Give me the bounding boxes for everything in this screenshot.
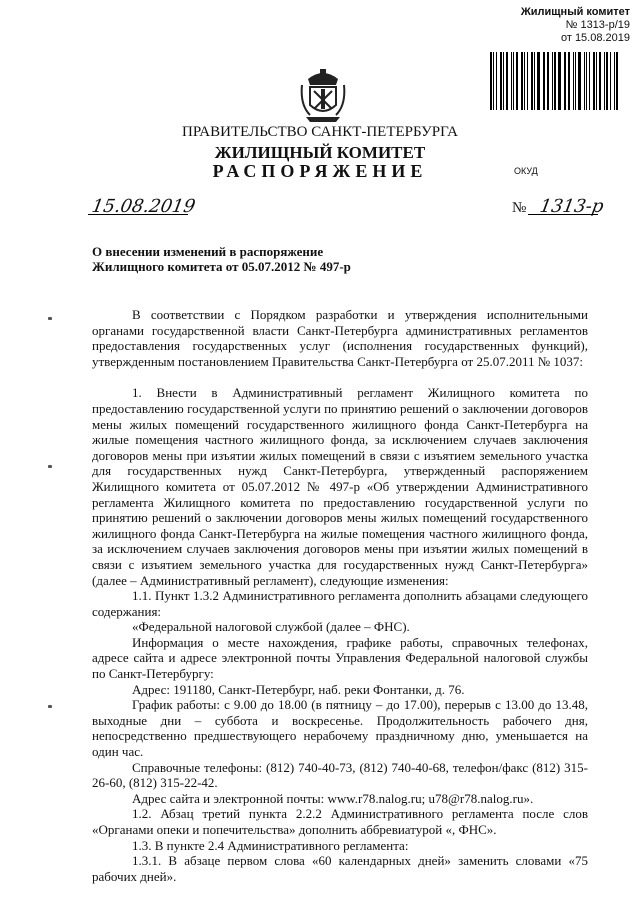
document-type-title: РАСПОРЯЖЕНИЕ bbox=[212, 161, 428, 181]
barcode-bar bbox=[524, 52, 525, 110]
okud-label: ОКУД bbox=[514, 166, 538, 176]
stamp-date: от 15.08.2019 bbox=[560, 32, 630, 44]
committee-title: ЖИЛИЩНЫЙ КОМИТЕТ bbox=[214, 143, 426, 162]
barcode-bar bbox=[606, 52, 609, 110]
body-paragraph: 1.1. Пункт 1.3.2 Административного регламента дополнить абзацами следующего содержания: bbox=[92, 588, 588, 619]
body-paragraph: 1. Внести в Административный регламент Жилищного комитета по предоставлению государственной услуги по принятию решений о заключении договоров мены жилых помещений государственного жилищного фонда Санкт-Петербурга на жилые помещения частного жилищного фонда, за исключением случаев заключения договоров мены при изъятии жилых помещений в связи с изъятием земельного участка для государственных нужд Санкт-Петербурга, утвержденный распоряжением Жилищного комитета от 05.07.2012 № 497-р «Об утверждении Административного регламента Жилищного комитета по предоставлению государственной услуги по принятию решений о заключении договоров мены жилых помещений государственного жилищного фонда Санкт-Петербурга на жилые помещения частного жилищного фонда, за исключением случаев заключения договоров мены при изъятии жилых помещений в связи с изъятием земельного участка для государственных нужд Санкт-Петербурга» (далее – Административный регламент), следующие изменения: bbox=[92, 385, 588, 588]
barcode-bar bbox=[558, 52, 561, 110]
barcode-bar bbox=[565, 52, 566, 110]
subject-line-2: Жилищного комитета от 05.07.2012 № 497-р bbox=[92, 259, 351, 274]
date-underline bbox=[88, 214, 188, 215]
barcode-bar bbox=[568, 52, 570, 110]
barcode-bar bbox=[610, 52, 611, 110]
barcode-bar bbox=[537, 52, 540, 110]
barcode-bar bbox=[534, 52, 535, 110]
number-underline bbox=[528, 214, 598, 215]
barcode-bar bbox=[513, 52, 514, 110]
scan-mark bbox=[48, 317, 52, 320]
scan-mark bbox=[48, 465, 52, 468]
barcode-bar bbox=[599, 52, 601, 110]
barcode-bar bbox=[547, 52, 549, 110]
saint-petersburg-coat-of-arms-icon bbox=[300, 65, 346, 123]
barcode-bar bbox=[564, 52, 565, 110]
registration-stamp bbox=[470, 6, 630, 45]
body-paragraph: Справочные телефоны: (812) 740-40-73, (812) 740-40-68, телефон/факс (812) 315-26-60, (812) 315-22-42. bbox=[92, 759, 588, 791]
handwritten-number: 1313-р bbox=[538, 196, 606, 217]
body-paragraph: 1.3.1. В абзаце первом слова «60 календарных дней» заменить словами «75 рабочих дней». bbox=[92, 853, 588, 884]
body-paragraph: «Федеральной налоговой службой (далее – ФНС). bbox=[132, 619, 410, 635]
barcode-bar bbox=[578, 52, 581, 110]
barcode-bar bbox=[552, 52, 553, 110]
barcode-bar bbox=[516, 52, 518, 110]
barcode-bar bbox=[500, 52, 503, 110]
number-label: № bbox=[512, 200, 527, 216]
body-paragraph: 1.3. В пункте 2.4 Административного регламента: bbox=[132, 837, 409, 853]
barcode-bar bbox=[573, 52, 574, 110]
body-paragraph: График работы: с 9.00 до 18.00 (в пятницу – до 17.00), перерыв с 13.00 до 13.48, выходные дни – суббота и воскресенье. Продолжительность рабочего дня, непосредственно предшествующего нерабочему праздничному дню, уменьшается на один час. bbox=[92, 697, 588, 760]
barcode-bar bbox=[554, 52, 556, 110]
government-title: ПРАВИТЕЛЬСТВО САНКТ-ПЕТЕРБУРГА bbox=[182, 124, 458, 140]
document-body bbox=[92, 307, 588, 884]
barcode-bar bbox=[521, 52, 524, 110]
barcode-bar bbox=[503, 52, 504, 110]
barcode-bar bbox=[527, 52, 528, 110]
barcode-bar bbox=[506, 52, 508, 110]
barcode-bar bbox=[614, 52, 615, 110]
barcode-bar bbox=[589, 52, 590, 110]
subject-line-1: О внесении изменений в распоряжение bbox=[92, 244, 324, 259]
barcode-bar bbox=[511, 52, 512, 110]
body-paragraph: Адрес: 191180, Санкт-Петербург, наб. реки Фонтанки, д. 76. bbox=[132, 681, 465, 697]
barcode-bar bbox=[493, 52, 494, 110]
stamp-number: № 1313-р/19 bbox=[565, 19, 630, 31]
body-paragraph: 1.2. Абзац третий пункта 2.2.2 Административного регламента после слов «Органами опеки и попечительства» дополнить аббревиатурой «, ФНС». bbox=[92, 806, 588, 837]
barcode-bar bbox=[584, 52, 586, 110]
barcode-bar bbox=[586, 52, 587, 110]
preamble-paragraph: В соответствии с Порядком разработки и утверждения исполнительными органами государственной власти Санкт-Петербурга административных регламентов предоставления государственных услуг (исполнения государственных функций), утвержденным постановлением Правительства Санкт-Петербурга от 25.07.2011 № 1037: bbox=[92, 307, 588, 369]
barcode bbox=[490, 52, 620, 110]
scan-mark bbox=[48, 705, 52, 708]
barcode-bar bbox=[593, 52, 595, 110]
barcode-bar bbox=[616, 52, 618, 110]
barcode-bar bbox=[604, 52, 605, 110]
barcode-bar bbox=[496, 52, 497, 110]
barcode-bar bbox=[543, 52, 544, 110]
body-paragraph: Адрес сайта и электронной почты: www.r78.nalog.ru; u78@r78.nalog.ru». bbox=[132, 790, 534, 806]
stamp-organization: Жилищный комитет bbox=[520, 6, 630, 18]
barcode-bar bbox=[575, 52, 576, 110]
barcode-bar bbox=[490, 52, 492, 110]
document-subject bbox=[92, 244, 392, 274]
barcode-bar bbox=[596, 52, 597, 110]
barcode-bar bbox=[531, 52, 533, 110]
handwritten-date: 15.08.2019 bbox=[90, 196, 197, 217]
body-paragraph: Информация о месте нахождения, графике работы, справочных телефонах, адресе сайта и адресе электронной почты Управления Федеральной налоговой службы по Санкт-Петербургу: bbox=[92, 634, 588, 682]
barcode-bar bbox=[544, 52, 545, 110]
